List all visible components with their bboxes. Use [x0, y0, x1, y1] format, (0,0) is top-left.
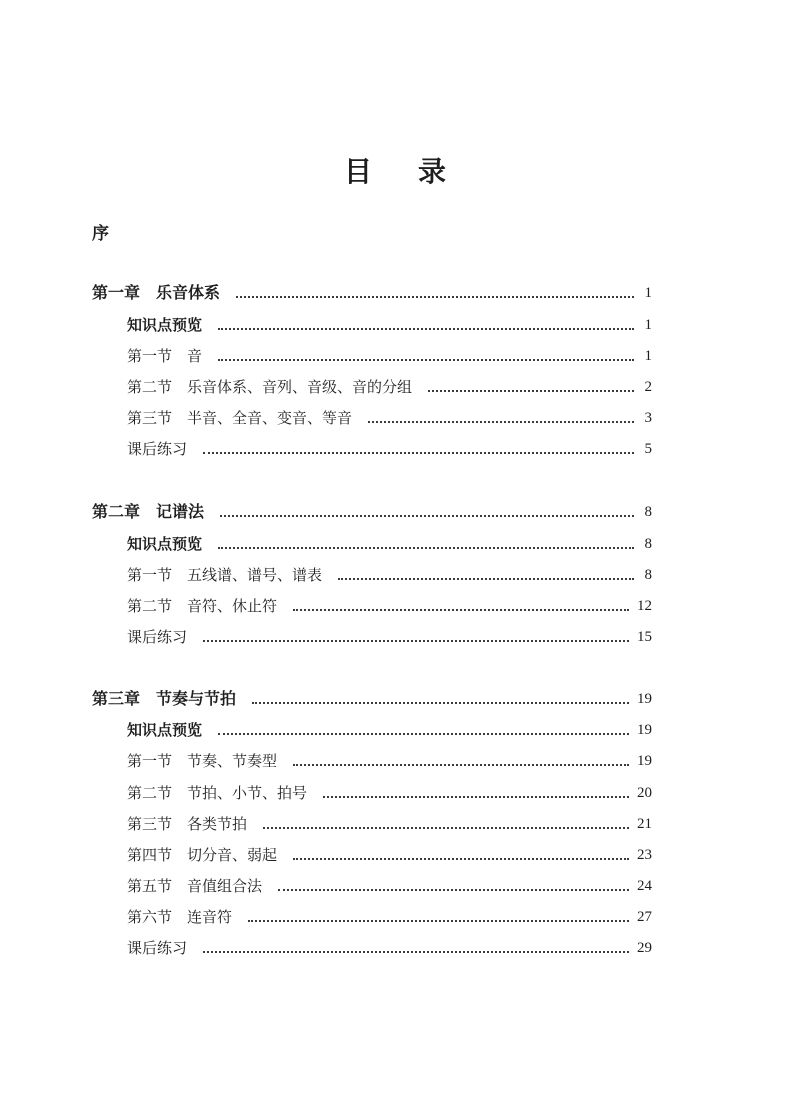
page-number: 24	[637, 878, 652, 894]
page-number: 2	[644, 379, 652, 395]
entry-title: 知识点预览	[127, 721, 203, 739]
toc-entry[interactable]	[127, 936, 652, 960]
entry-title: 第一节 节奏、节奏型	[127, 752, 278, 770]
dot-leader	[218, 357, 634, 361]
toc-entry[interactable]	[127, 843, 652, 867]
dot-leader	[293, 607, 629, 611]
page-number: 15	[637, 629, 652, 645]
toc-chapter-3[interactable]	[92, 687, 652, 711]
chapter-title: 第一章 乐音体系	[92, 283, 221, 302]
entry-title: 第二节 乐音体系、音列、音级、音的分组	[127, 378, 413, 396]
entry-title: 第一节 音	[127, 347, 203, 365]
dot-leader	[252, 700, 629, 704]
entry-title: 第四节 切分音、弱起	[127, 846, 278, 864]
entry-title: 课后练习	[127, 939, 188, 957]
toc-entry[interactable]	[127, 625, 652, 649]
dot-leader	[218, 545, 634, 549]
dot-leader	[203, 638, 629, 642]
toc-entry[interactable]	[127, 749, 652, 773]
dot-leader	[278, 887, 629, 891]
toc-entry[interactable]	[127, 874, 652, 898]
toc-entry[interactable]	[127, 375, 652, 399]
dot-leader	[293, 856, 629, 860]
dot-leader	[203, 450, 634, 454]
page-number: 8	[644, 536, 652, 552]
page-number: 3	[644, 410, 652, 426]
page-number: 12	[637, 598, 652, 614]
dot-leader	[428, 388, 634, 392]
dot-leader	[263, 825, 629, 829]
toc-chapter-2[interactable]	[92, 500, 652, 524]
page-number: 19	[637, 753, 652, 769]
page-number: 19	[637, 691, 652, 707]
page-number: 1	[644, 285, 652, 301]
entry-title: 知识点预览	[127, 316, 203, 334]
toc-entry[interactable]	[127, 406, 652, 430]
entry-title: 知识点预览	[127, 535, 203, 553]
entry-title: 课后练习	[127, 628, 188, 646]
chapter-title: 第二章 记谱法	[92, 502, 205, 521]
page-number: 5	[644, 441, 652, 457]
toc-entry[interactable]	[127, 563, 652, 587]
entry-title: 第二节 节拍、小节、拍号	[127, 784, 308, 802]
page-number: 23	[637, 847, 652, 863]
toc-entry[interactable]	[127, 905, 652, 929]
toc-entry[interactable]	[127, 437, 652, 461]
page-number: 27	[637, 909, 652, 925]
toc-entry[interactable]	[127, 594, 652, 618]
page-number: 21	[637, 816, 652, 832]
dot-leader	[220, 513, 634, 517]
dot-leader	[338, 576, 634, 580]
dot-leader	[323, 794, 629, 798]
page-number: 1	[644, 348, 652, 364]
page-number: 8	[644, 567, 652, 583]
entry-title: 第二节 音符、休止符	[127, 597, 278, 615]
toc-chapter-1[interactable]	[92, 281, 652, 305]
entry-title: 第一节 五线谱、谱号、谱表	[127, 566, 323, 584]
entry-title: 第五节 音值组合法	[127, 877, 263, 895]
toc-entry[interactable]	[127, 344, 652, 368]
toc-entry[interactable]	[127, 781, 652, 805]
toc-entry[interactable]	[127, 812, 652, 836]
dot-leader	[236, 294, 634, 298]
dot-leader	[368, 419, 634, 423]
page-number: 1	[644, 317, 652, 333]
page-title: 目录	[343, 155, 492, 188]
chapter-title: 第三章 节奏与节拍	[92, 689, 237, 708]
dot-leader	[293, 762, 629, 766]
page-number: 29	[637, 940, 652, 956]
dot-leader	[218, 326, 634, 330]
entry-title: 第六节 连音符	[127, 908, 233, 926]
page-number: 20	[637, 785, 652, 801]
toc-entry[interactable]	[127, 718, 652, 742]
page-number: 8	[644, 504, 652, 520]
dot-leader	[218, 731, 629, 735]
dot-leader	[248, 918, 629, 922]
page-number: 19	[637, 722, 652, 738]
toc-entry[interactable]	[127, 313, 652, 337]
dot-leader	[203, 949, 629, 953]
entry-title: 课后练习	[127, 440, 188, 458]
entry-title: 第三节 半音、全音、变音、等音	[127, 409, 353, 427]
toc-preface[interactable]: 序	[92, 224, 109, 244]
entry-title: 第三节 各类节拍	[127, 815, 248, 833]
toc-entry[interactable]	[127, 532, 652, 556]
